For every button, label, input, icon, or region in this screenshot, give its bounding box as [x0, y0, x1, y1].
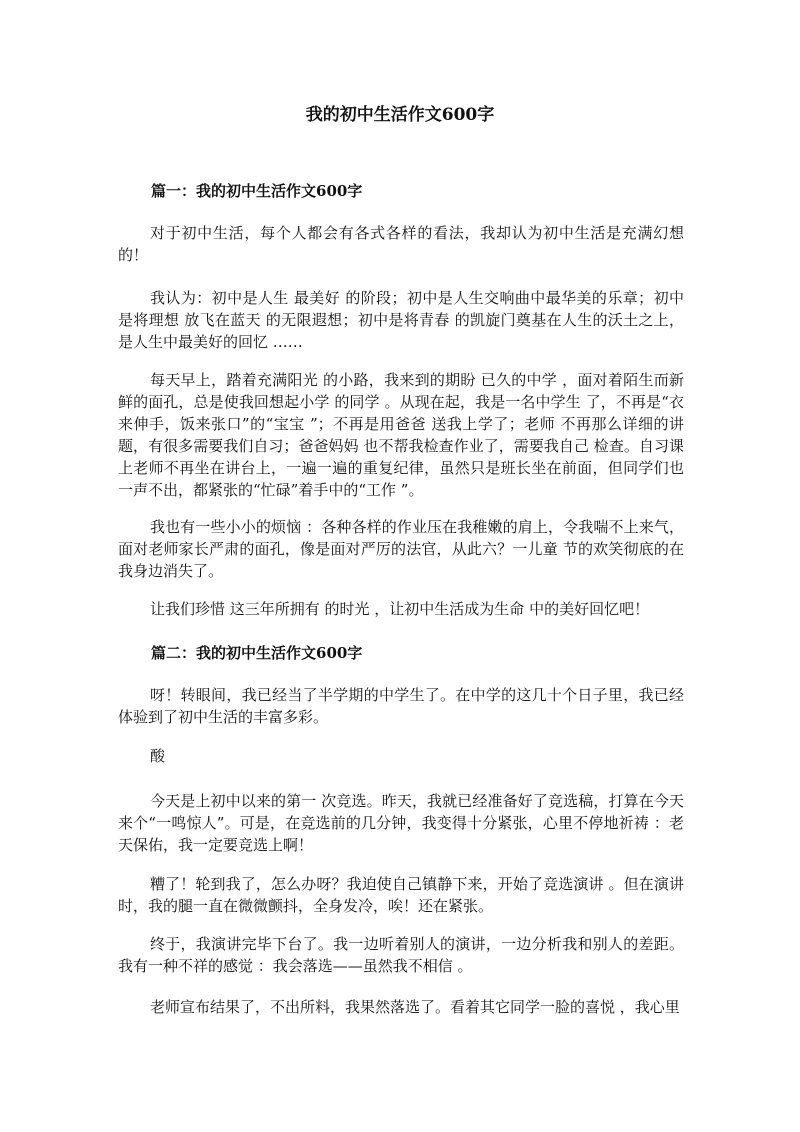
- section-heading-1: 篇一：我的初中生活作文600字: [151, 182, 363, 200]
- document-title: 我的初中生活作文600字: [305, 105, 495, 125]
- paragraph: 今天是上初中以来的第一 次竞选。昨天，我就已经准备好了竞选稿，打算在今天来个“一鸣惊人”。可是，在竞选前的几分钟，我变得十分紧张，心里不停地祈祷 ：老天保佑，我一定要竞选上啊！: [118, 792, 684, 854]
- paragraph: 老师宣布结果了，不出所料，我果然落选了。看着其它同学一脸的喜悦 ，我心里: [150, 998, 680, 1016]
- paragraph: 让我们珍惜 这三年所拥有 的时光 ，让初中生活成为生命 中的美好回忆吧！: [150, 600, 650, 618]
- paragraph: 对于初中生活，每个人都会有各式各样的看法，我却认为初中生活是充满幻想 的！: [118, 224, 684, 264]
- paragraph: 每天早上，踏着充满阳光 的小路，我来到的期盼 已久的中学 ，面对着陌生而新鲜的面孔，总是使我回想起小学 的同学 。从现在起，我是一名中学生 了，不再是“衣来伸手，饭来张口”的“宝宝 ”；不再是用爸爸 送我上学了；老师 不再那么详细的讲题，有很多需要我们自习；爸爸妈妈 也不帮我检查作业了，需要我自己 检查。自习课上老师不再坐在讲台上，一遍一遍的重复纪律，虽然只是班长坐在前面，但同学们也一声不出，都紧张的“忙碌”着手中的“工作 ”。: [118, 371, 684, 499]
- paragraph: 我认为：初中是人生 最美好 的阶段；初中是人生交响曲中最华美的乐章；初中是将理想 放飞在蓝天 的无限遐想；初中是将青春 的凯旋门奠基在人生的沃土之上，是人生中最美好的回忆 ……: [118, 289, 684, 351]
- paragraph: 终于，我演讲完毕下台了。我一边听着别人的演讲，一边分析我和别人的差距。我有一种不祥的感觉 ：我会落选——虽然我不相信 。: [118, 935, 684, 975]
- section-heading-2: 篇二：我的初中生活作文600字: [151, 644, 363, 662]
- paragraph: 酸: [150, 747, 166, 765]
- paragraph: 呀！转眼间，我已经当了半学期的中学生了。在中学的这几十个日子里，我已经体验到了初中生活的丰富多彩。: [118, 686, 684, 726]
- paragraph: 我也有一些小小的烦恼 ：各种各样的作业压在我稚嫩的肩上，令我喘不上来气，面对老师家长严肃的面孔，像是面对严厉的法官，从此六？一儿童 节的欢笑彻底的在我身边消失了。: [118, 518, 684, 580]
- paragraph: 糟了！轮到我了，怎么办呀？我迫使自己镇静下来，开始了竞选演讲 。但在演讲时，我的腿一直在微微颤抖，全身发冷，唉！还在紧张。: [118, 875, 684, 915]
